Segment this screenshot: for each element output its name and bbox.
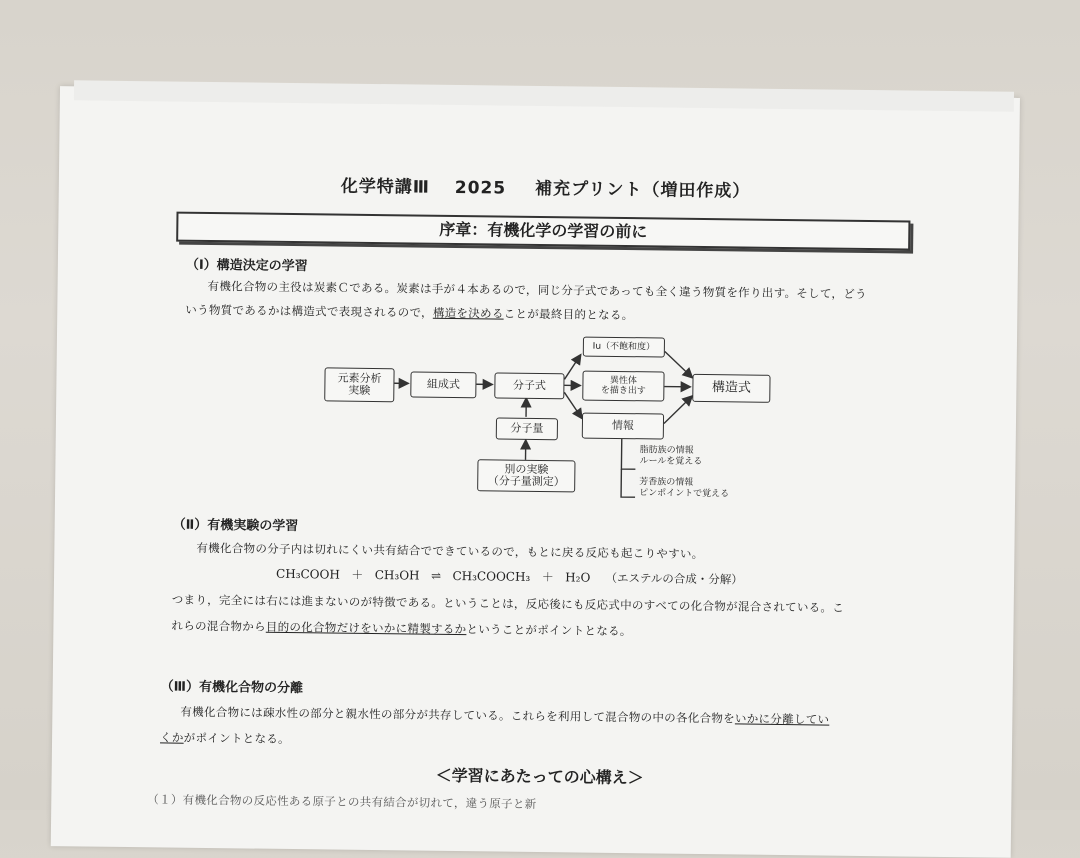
eq-water: H₂O [565,570,590,584]
eq-acetic-acid: CH₃COOH [276,567,340,582]
other-experiment-line2: （分子量測定） [488,474,565,488]
eq-equilibrium-arrow: ⇌ [431,569,441,583]
note-aliphatic-line1: 脂肪族の情報 [640,445,694,456]
section1-line2-text: いう物質であるかは構造式で表現されるので， [185,303,433,320]
chapter-title: 序章：有機化学の学習の前に [178,214,908,249]
note-aromatic [639,477,729,500]
section3-heading: （Ⅲ）有機化合物の分離 [161,675,304,696]
eq-methyl-acetate: CH₃COOCH₃ [452,569,530,584]
underlined-build-structure: 構造を決める [433,306,504,321]
box-info: 情報 [582,413,664,440]
section2-line3-tail: ということがポイントとなる。 [466,622,631,638]
elemental-analysis-line2: 実験 [348,384,370,397]
box-isomer [582,371,664,402]
eq-methanol: CH₃OH [375,568,420,583]
underlined-purification: 目的の化合物だけをいかに精製するか [266,620,467,636]
branch-aliphatic [621,439,635,469]
box-compositional-formula: 組成式 [410,371,476,398]
other-experiment-line1: 別の実験 [504,463,548,477]
box-elemental-analysis [324,367,394,402]
box-other-experiment [477,459,575,492]
section2-line1: 有機化合物の分子内は切れにくい共有結合でできているので，もとに戻る反応も起こりやすい。 [196,540,703,562]
bottom-line-partial: （１）有機化合物の反応性ある原子との共有結合が切れて，違う原子と新 [147,791,536,812]
eq-plus2: ＋ [542,570,554,584]
isomer-line2: を描き出す [601,386,646,397]
year: 2025 [455,178,507,199]
branch-aromatic [621,469,635,497]
box-molecular-formula: 分子式 [494,372,564,399]
note-aliphatic [639,445,702,468]
section3-line1-text: 有機化合物には疎水性の部分と親水性の部分が共存している。これらを利用して混合物の中の各化合物を [180,705,735,726]
arrow-molecular-to-unsaturation [564,354,580,379]
arrow-unsaturation-to-structure [665,352,693,378]
arrow-molecular-to-info [564,392,582,418]
box-unsaturation: Iu（不飽和度） [583,337,665,358]
note-aromatic-line1: 芳香族の情報 [639,477,693,488]
course-name: 化学特講Ⅲ [341,177,430,198]
section1-line2-tail: ことが最終目的となる。 [504,307,634,323]
preparation-heading: ＜学習にあたっての心構え＞ [436,763,644,789]
printed-handout [51,86,1020,858]
section2-line2: つまり，完全には右には進まないのが特徴である。ということは，反応後にも反応式中のすべての化合物が混合されている。こ [172,592,845,616]
box-structural-formula: 構造式 [692,374,770,403]
elemental-analysis-line1: 元素分析 [337,372,381,386]
handout-subtitle: 補充プリント（増田作成） [535,179,751,202]
section3-line2 [160,729,290,747]
section2-heading: （Ⅱ）有機実験の学習 [173,514,299,535]
eq-plus1: ＋ [351,568,363,582]
eq-note: （エステルの合成・分解） [606,571,743,587]
underlined-separation: いかに分離してい [735,711,830,726]
section1-heading: （Ⅰ）構造決定の学習 [186,254,308,274]
arrow-info-to-structure [664,396,692,424]
note-aliphatic-line2: ルールを覚える [639,456,702,467]
box-molecular-weight: 分子量 [496,417,558,440]
isomer-line1: 異性体 [610,376,637,386]
section2-line3-text: れらの混合物から [171,619,266,634]
section3-line2-tail: がポイントとなる。 [184,731,290,746]
underlined-separation-cont: くか [160,730,184,744]
section1-line1: 有機化合物の主役は炭素Ｃである。炭素は手が４本あるので，同じ分子式であっても全く違う物質を作り出す。そして，どう [208,278,867,302]
note-aromatic-line2: ピンポイントで覚える [639,488,729,499]
